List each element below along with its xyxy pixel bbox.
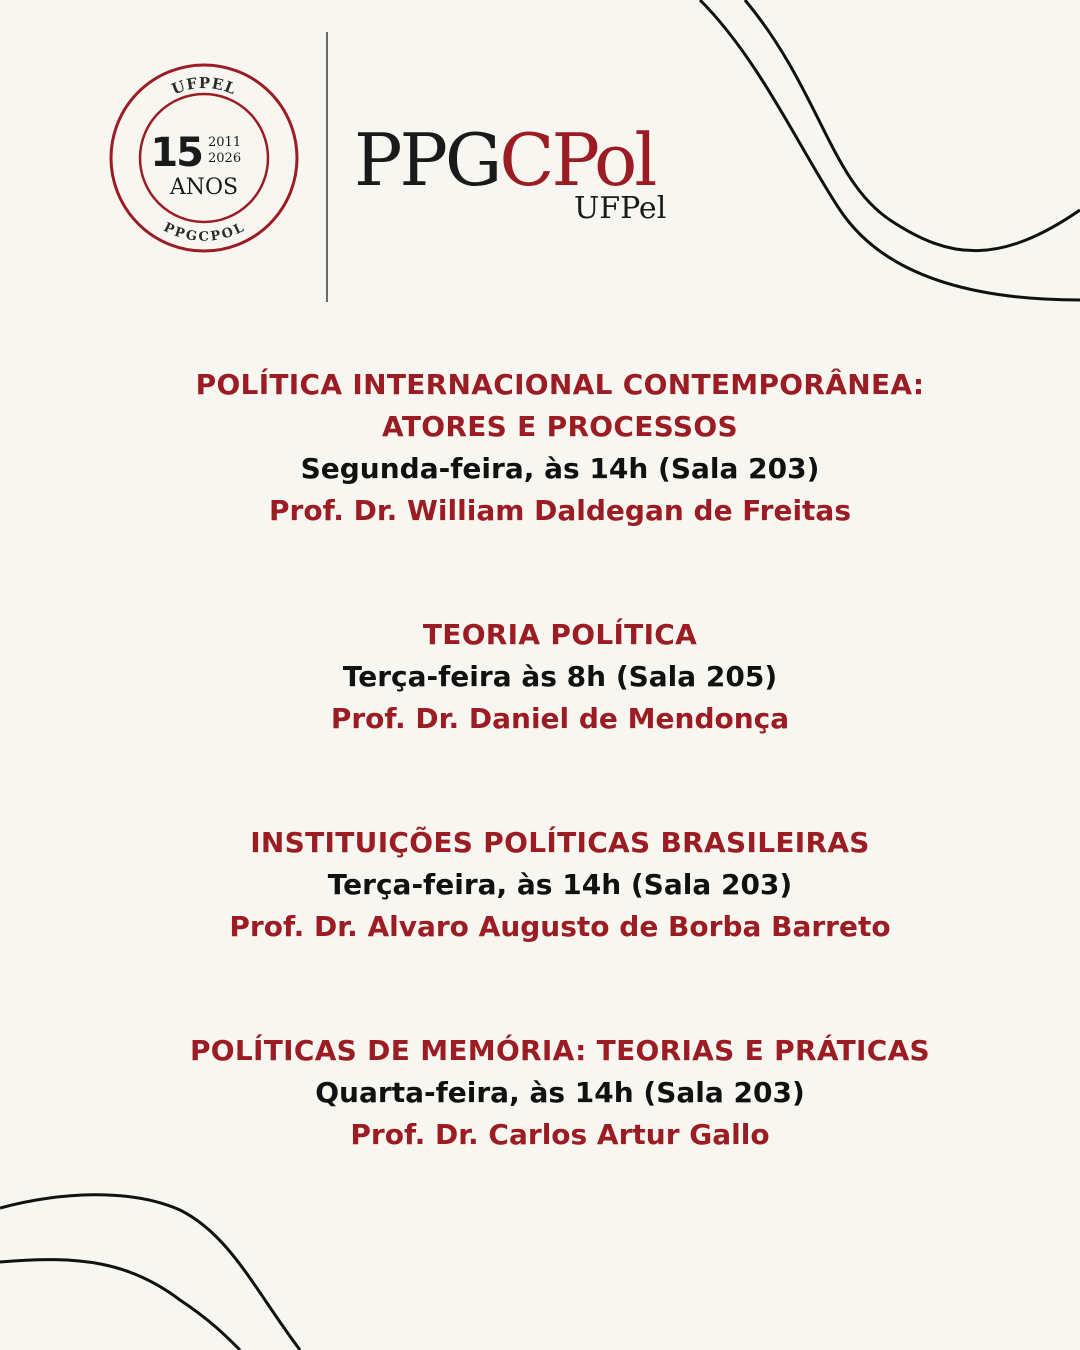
brand-prefix: PPG — [354, 118, 500, 202]
course-professor: Prof. Dr. Alvaro Augusto de Borba Barreto — [229, 910, 891, 943]
course-schedule: Terça-feira às 8h (Sala 205) — [342, 660, 778, 693]
course-schedule: Segunda-feira, às 14h (Sala 203) — [300, 452, 820, 485]
brand-suffix: CPol — [499, 118, 655, 202]
course-item — [40, 1030, 1080, 1156]
course-professor: Prof. Dr. Daniel de Mendonça — [330, 702, 790, 735]
brand-subtitle: UFPel — [574, 191, 667, 226]
course-title: INSTITUIÇÕES POLÍTICAS BRASILEIRAS — [250, 826, 870, 859]
brand-wordmark — [354, 118, 654, 202]
course-title-continued: ATORES E PROCESSOS — [382, 410, 738, 443]
course-title: POLÍTICA INTERNACIONAL CONTEMPORÂNEA: — [195, 368, 925, 401]
seal-bottom-text: PPGCPOL — [160, 220, 248, 245]
top-right-curve-2 — [745, 0, 1080, 251]
course-professor: Prof. Dr. William Daldegan de Freitas — [269, 494, 851, 527]
header-divider — [326, 32, 328, 302]
top-right-curve-1 — [700, 0, 1080, 300]
course-title: TEORIA POLÍTICA — [422, 618, 698, 651]
seal-year-start: 2011 — [208, 135, 242, 150]
course-schedule: Quarta-feira, às 14h (Sala 203) — [315, 1076, 805, 1109]
seal-word: ANOS — [169, 175, 239, 200]
seal-number: 15 — [150, 130, 202, 176]
seal-year-end: 2026 — [208, 151, 242, 166]
course-schedule: Terça-feira, às 14h (Sala 203) — [327, 868, 793, 901]
course-item — [40, 614, 1080, 740]
bottom-left-curve-2 — [0, 1260, 240, 1350]
course-title: POLÍTICAS DE MEMÓRIA: TEORIAS E PRÁTICAS — [189, 1034, 931, 1067]
anniversary-seal — [108, 62, 300, 254]
seal-top-text: UFPEL — [169, 73, 240, 99]
course-professor: Prof. Dr. Carlos Artur Gallo — [350, 1118, 770, 1151]
course-list — [40, 364, 1080, 1238]
course-item — [40, 364, 1080, 532]
brand-logo — [354, 118, 694, 228]
course-item — [40, 822, 1080, 948]
